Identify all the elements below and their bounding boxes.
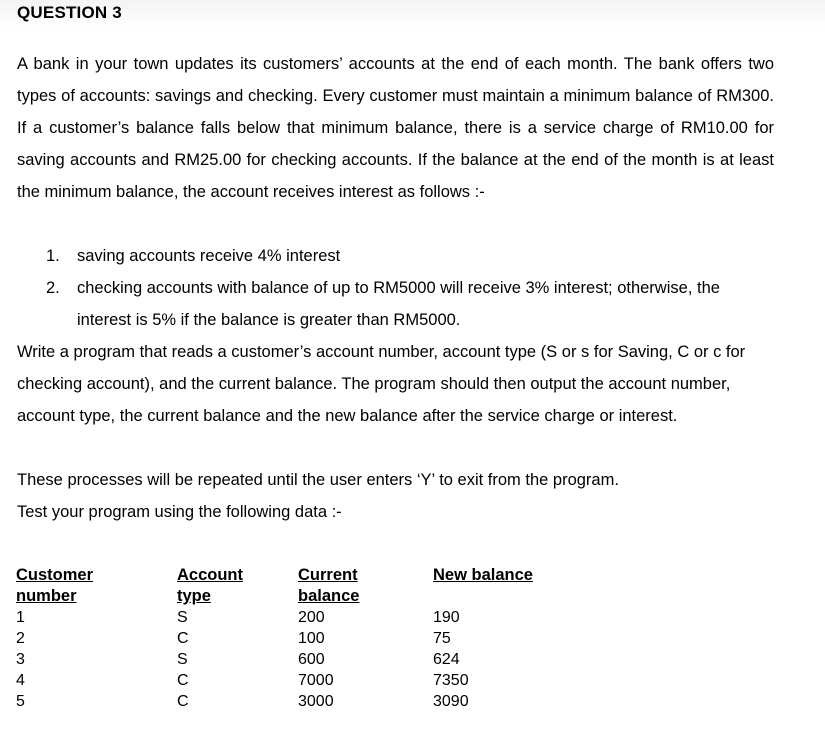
list-item-number: 1.: [46, 247, 60, 265]
table-cell: 190: [433, 609, 460, 626]
column-header-line: Account: [177, 566, 243, 584]
table-cell: 3000: [298, 693, 334, 710]
table-cell: 200: [298, 609, 325, 626]
column-header-line: number: [16, 587, 77, 605]
question-title: QUESTION 3: [17, 3, 122, 22]
column-header-line: type: [177, 587, 211, 605]
table-cell: 75: [433, 630, 451, 647]
test-data-paragraph: Test your program using the following data :-: [17, 503, 342, 521]
table-cell: 2: [16, 630, 25, 647]
column-header-line: Customer: [16, 566, 94, 584]
column-header: [298, 565, 359, 607]
column-header: [177, 565, 243, 607]
table-cell: C: [177, 693, 189, 710]
column-current-balance: [298, 565, 359, 712]
list-item-text: checking accounts with balance of up to RM5000 will receive 3% interest; otherwise, the interest is 5% if the balance is greater than RM5000.: [77, 279, 720, 329]
table-cell: S: [177, 651, 188, 668]
table-cell: 4: [16, 672, 25, 689]
intro-paragraph: A bank in your town updates its customers’ accounts at the end of each month. The bank offers two types of accounts: savings and checking. Every customer must maintain a minimum balance of RM300. If a customer’s balance falls below that minimum balance, there is a service charge of RM10.00 for saving accounts and RM25.00 for checking accounts. If the balance at the end of the month is at least the minimum balance, the account receives interest as follows :-: [17, 55, 774, 201]
table-cell: 3090: [433, 693, 469, 710]
table-cell: 100: [298, 630, 325, 647]
table-cell: C: [177, 672, 189, 689]
table-cell: 624: [433, 651, 460, 668]
table-cell: C: [177, 630, 189, 647]
header-bar: [0, 0, 825, 30]
repeat-paragraph: These processes will be repeated until the user enters ‘Y’ to exit from the program.: [17, 471, 619, 489]
table-cell: 7000: [298, 672, 334, 689]
column-header: [16, 565, 93, 607]
column-header-line: Current: [298, 566, 358, 584]
table-cell: 1: [16, 609, 25, 626]
table-cell: 7350: [433, 672, 469, 689]
column-new-balance: [433, 565, 533, 712]
list-item-text: saving accounts receive 4% interest: [77, 247, 341, 265]
column-account-type: [177, 565, 243, 712]
column-header-line: balance: [298, 587, 360, 605]
instructions-paragraph: Write a program that reads a customer’s account number, account type (S or s for Saving, C or c for checking account), and the current balance. The program should then output the account number, account type, the current balance and the new balance after the service charge or interest.: [17, 343, 746, 425]
table-cell: 600: [298, 651, 325, 668]
table-cell: 3: [16, 651, 25, 668]
column-customer-number: [16, 565, 93, 712]
list-item-number: 2.: [46, 279, 60, 297]
table-cell: S: [177, 609, 188, 626]
table-cell: 5: [16, 693, 25, 710]
column-header: New balance: [433, 566, 533, 584]
